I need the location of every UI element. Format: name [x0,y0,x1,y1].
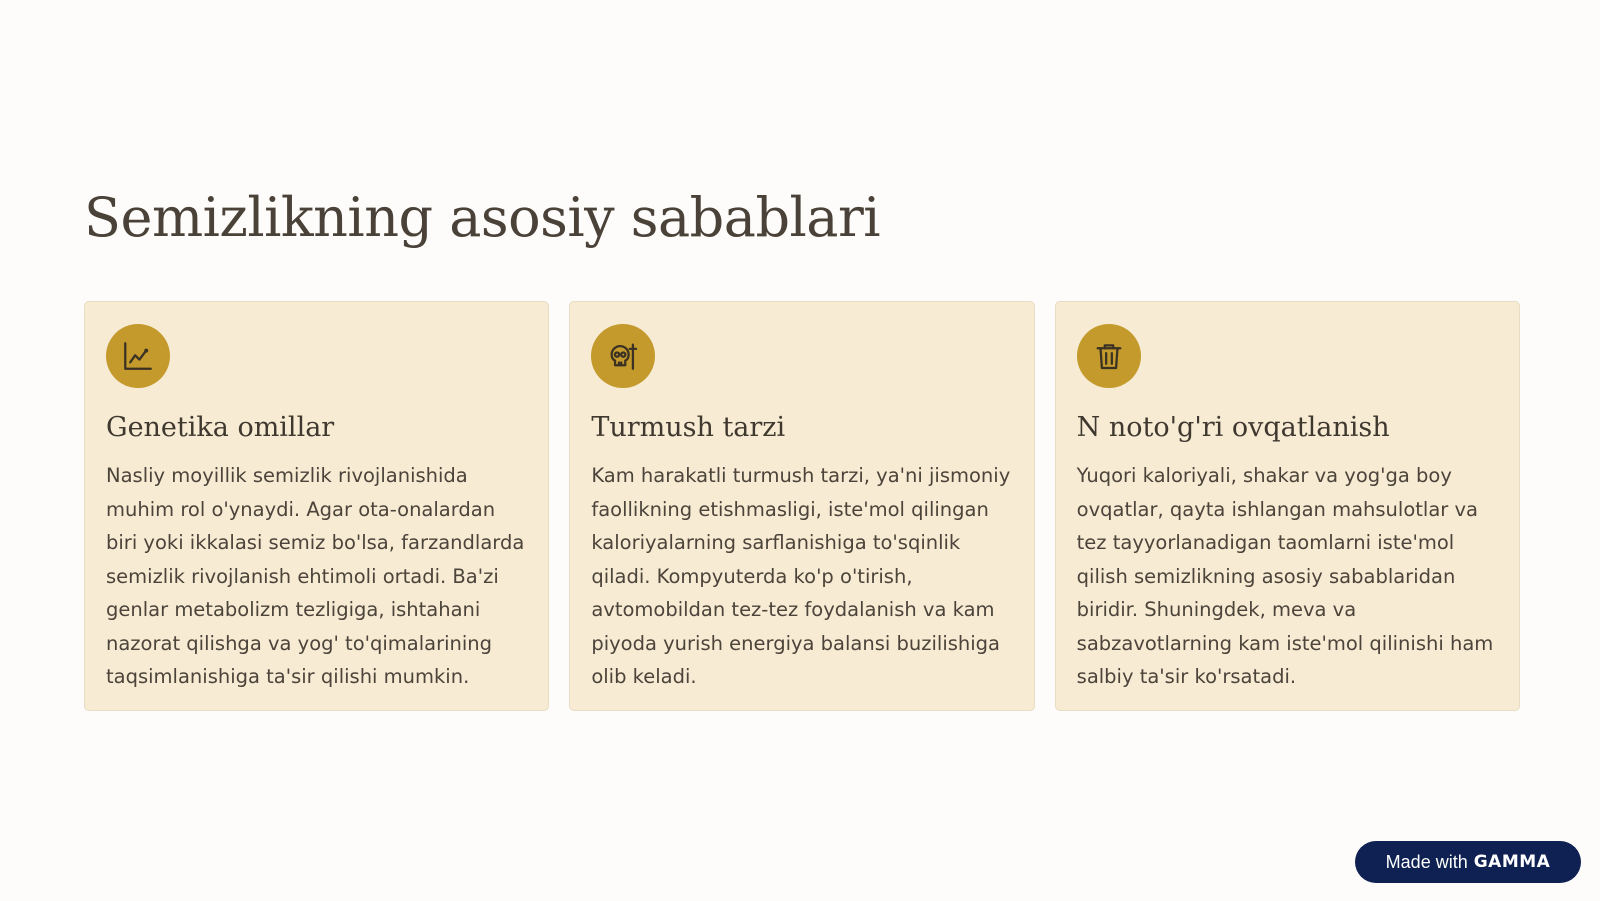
card-title: N noto'g'ri ovqatlanish [1076,412,1390,443]
card-genetics [84,301,549,711]
chart-line-icon [106,324,170,388]
card-title: Turmush tarzi [591,412,786,443]
skull-icon [591,324,655,388]
card-text: Nasliy moyillik semizlik rivojlanishida muhim rol o'ynaydi. Agar ota-onalardan biri yoki ikkalasi semiz bo'lsa, farzandlarda semizlik rivojlanish ehtimoli ortadi. Ba'zi genlar metabolizm tezligiga, ishtahani nazorat qilishga va yog' to'qimalarining taqsimlanishiga ta'sir qilishi mumkin. [106,464,525,689]
card-text: Kam harakatli turmush tarzi, ya'ni jismoniy faollikning etishmasligi, iste'mol qilingan kaloriyalarning sarflanishiga to'sqinlik qiladi. Kompyuterda ko'p o'tirish, avtomobildan tez-tez foydalanish va kam piyoda yurish energiya balansi buzilishiga olib keladi. [591,464,1011,689]
badge-brand-logo: GAMMA [1473,852,1551,872]
cards-row [84,301,1520,711]
card-text: Yuqori kaloriyali, shakar va yog'ga boy ovqatlar, qayta ishlangan mahsulotlar va tez tayyorlanadigan taomlarni iste'mol qilish semizlikning asosiy sabablaridan biridir. Shuningdek, meva va sabzavotlarning kam iste'mol qilinishi ham salbiy ta'sir ko'rsatadi. [1076,464,1494,689]
card-nutrition [1055,301,1520,711]
badge-prefix: Made with [1385,851,1468,872]
trash-icon [1077,324,1141,388]
made-with-gamma-badge[interactable] [1355,841,1581,883]
card-lifestyle [569,301,1034,711]
slide-title: Semizlikning asosiy sabablari [84,186,881,249]
card-title: Genetika omillar [106,412,335,443]
